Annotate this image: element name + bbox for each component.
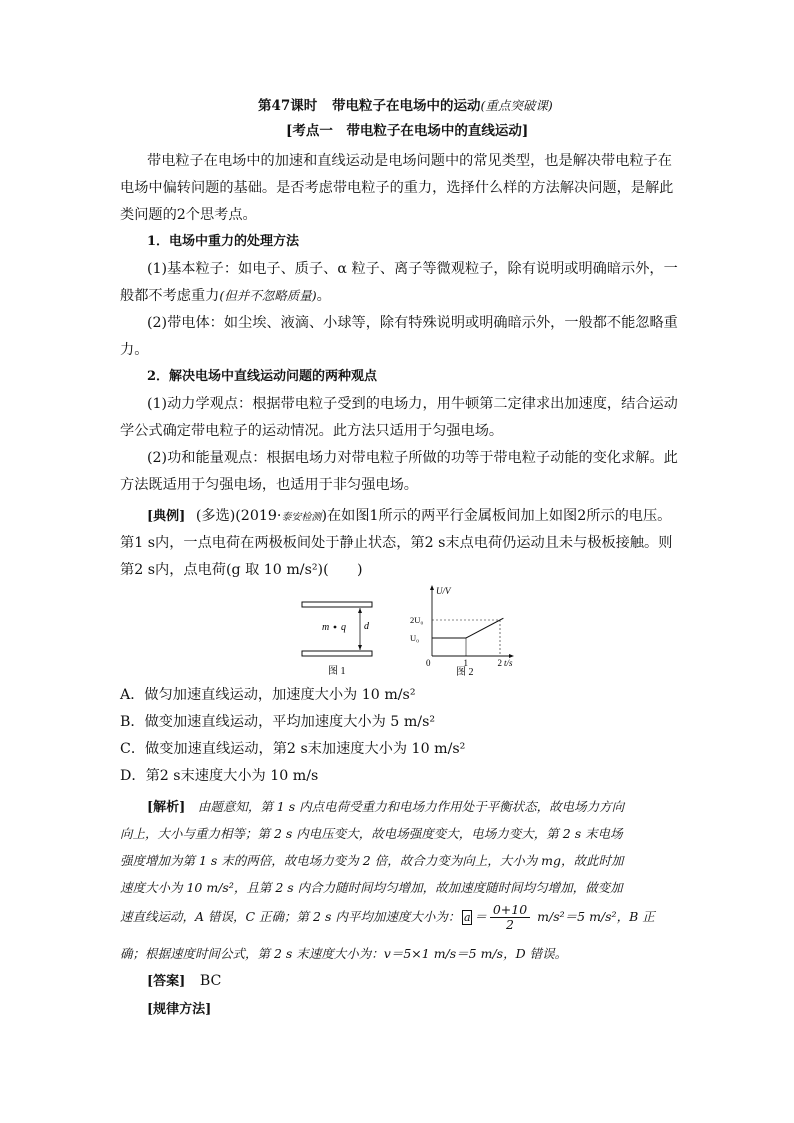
point2-p2-line1: (2)功和能量观点：根据电场力对带电粒子所做的功等于带电粒子动能的变化求解。此 [147,450,678,466]
point1-p1-end: 。 [316,288,331,304]
average-acceleration-symbol: a [464,911,471,924]
section-title: [考点一 带电粒子在电场中的直线运动] [286,123,529,139]
analysis-line-5: 速直线运动，A 错误，C 正确；第 2 s 内平均加速度大小为： a ＝ $\frac{0+10}{2}$ m/s²＝5 m/s²，B 正 [120,902,655,932]
y-axis-label: U/V [436,586,451,596]
analysis-line-2: 向上，大小与重力相等；第 2 s 内电压变大，故电场强度变大，电场力变大，第 2 s 末电场 [120,826,623,841]
fraction-numerator: 0+10 [490,903,530,918]
option-b: B．做变加速直线运动，平均加速度大小为 5 m/s² [120,714,436,730]
analysis-line-6: 确；根据速度时间公式，第 2 s 末速度大小为：v＝5×1 m/s＝5 m/s，D 错误。 [120,946,568,961]
point1-heading: 1．电场中重力的处理方法 [147,234,300,249]
point1-p1-line1: (1)基本粒子：如电子、质子、α 粒子、离子等微观粒子，除有说明或明确暗示外，一 [147,261,678,277]
lesson-note: (重点突破课) [480,98,553,113]
figure-2-caption: 图 2 [456,667,474,678]
intro-line-2: 电场中偏转问题的基础。是否考虑带电粒子的重力，选择什么样的方法解决问题，是解此 [120,180,674,196]
x-tick-label: 1 [463,658,468,668]
analysis-line-3: 强度增加为第 1 s 末的两倍，故电场力变为 2 倍，故合力变为向上，大小为 mg，故此时加 [120,853,624,868]
intro-line-1: 带电粒子在电场中的加速和直线运动是电场问题中的常见类型，也是解决带电粒子在 [147,153,672,169]
figure-1-caption: 图 1 [328,666,346,677]
point1-p2-line2: 力。 [120,342,149,358]
lesson-header [258,96,553,116]
y-tick-label: 2U₀ [410,615,424,625]
x-axis-label: t/s [504,658,513,668]
mass-label: m [322,622,330,633]
gap-label: d [364,621,369,632]
gap-arrow-down [358,645,362,650]
analysis-line-1 [147,797,624,818]
voltage-series-line [432,618,503,638]
answer-value: BC [199,973,222,989]
lesson-number: 第47课时 [258,98,318,114]
point2-p2-line2: 方法既适用于匀强电场，也适用于非匀强电场。 [120,477,418,493]
example-source-prefix: (多选)(2019· [195,508,282,524]
example-text: )在如图1所示的两平行金属板间加上如图2所示的电压。 [321,508,672,524]
lower-plate [302,651,372,656]
point2-heading: 2．解决电场中直线运动问题的两种观点 [147,369,378,384]
point2-p1-line1: (1)动力学观点：根据带电粒子受到的电场力，用牛顿第二定律求出加速度，结合运动 [147,396,678,412]
example-tag: [典例] [147,509,186,524]
point1-p1-line2 [120,286,331,306]
figure-2-marks [410,615,503,668]
option-c: C．做变加速直线运动，第2 s末加速度大小为 10 m/s² [120,741,466,757]
answer-line [147,971,221,992]
method-heading: [规律方法] [147,1002,212,1017]
figure-2-chart [408,582,518,682]
option-a: A．做匀加速直线运动，加速度大小为 10 m/s² [120,687,416,703]
example-line-2: 第1 s内，一点电荷在两极板间处于静止状态，第2 s末点电荷仍运动且未与极板接触。则 [120,535,673,551]
point-charge [334,626,337,629]
x-tick-label: 2 [497,658,502,668]
fraction-denominator: 2 [506,917,514,932]
analysis-text-5a: 速直线运动，A 错误，C 正确；第 2 s 内平均加速度大小为： [120,909,461,924]
analysis-text-5b: m/s²＝5 m/s²，B 正 [533,909,655,924]
point1-p1-text: 般都不考虑重力 [120,288,220,304]
figure-1 [296,596,386,680]
y-axis-arrow [430,585,434,590]
example-source: 泰安检测 [281,512,322,523]
y-tick-label: U₀ [410,633,420,643]
charge-label: q [341,622,346,633]
point1-p2-line1: (2)带电体：如尘埃、液滴、小球等，除有特殊说明或明确暗示外，一般都不能忽略重 [147,315,678,331]
point2-p1-line2: 学公式确定带电粒子的运动情况。此方法只适用于匀强电场。 [120,423,504,439]
option-d: D．第2 s末速度大小为 10 m/s [120,768,319,784]
average-fraction [490,903,530,932]
example-line-3: 第2 s内，点电荷(g 取 10 m/s²)( ) [120,562,363,578]
analysis-text-1: 由题意知，第 1 s 内点电荷受重力和电场力作用处于平衡状态，故电场力方向 [197,799,625,814]
x-tick-label: 0 [426,658,431,668]
point1-p1-note: (但并不忽略质量) [219,288,317,303]
upper-plate [302,602,372,607]
gap-arrow-up [358,608,362,613]
answer-tag: [答案] [147,974,186,989]
analysis-tag: [解析] [147,800,186,815]
lesson-title: 带电粒子在电场中的运动 [332,98,481,114]
intro-line-3: 类问题的2个思考点。 [120,207,257,223]
example-line-1 [147,506,671,528]
analysis-line-4: 速度大小为 10 m/s²，且第 2 s 内合力随时间均匀增加，故加速度随时间均匀增加，做变加 [120,880,623,895]
